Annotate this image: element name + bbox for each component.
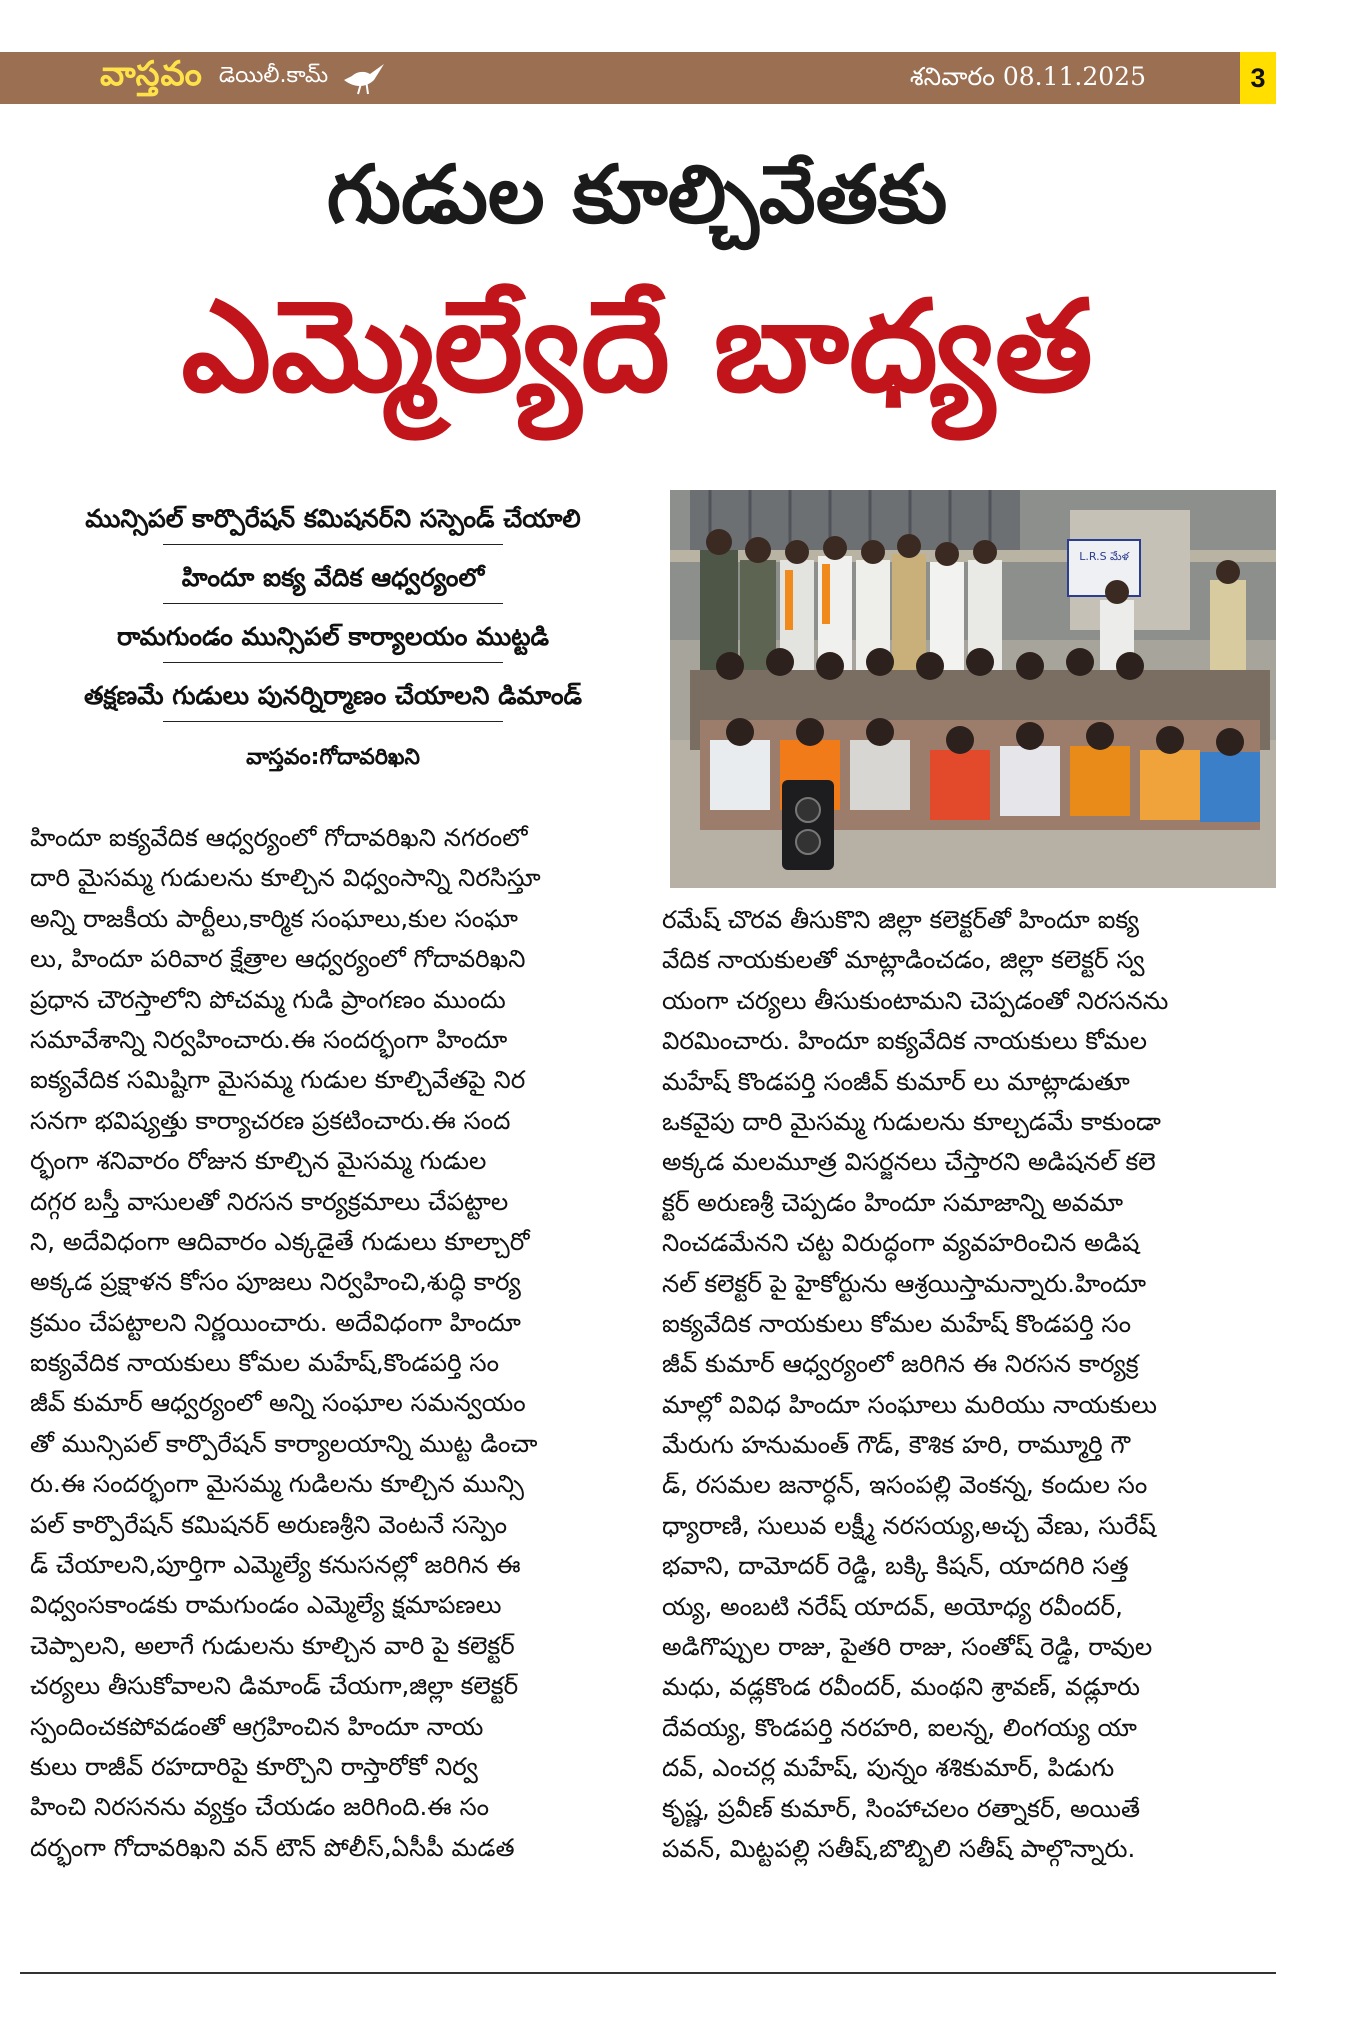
article-line: మహేష్ కొండపర్తి సంజీవ్ కుమార్ లు మాట్లాడుతూ <box>662 1066 1130 1096</box>
article-line: చెప్పాలని, అలాగే గుడులను కూల్చిన వారి పై కలెక్టర్ <box>30 1630 515 1660</box>
headline-line-1: గుడుల కూల్చివేతకు <box>326 148 948 241</box>
article-line: య్య, అంబటి నరేష్ యాదవ్, అయోధ్య రవీందర్, <box>662 1591 1123 1621</box>
article-line: అక్కడ ప్రక్షాళన కోసం పూజలు నిర్వహించి,శుద్ధి కార్య <box>30 1267 521 1297</box>
masthead-strip <box>0 52 1274 104</box>
article-line: ప్రధాన చౌరస్తాలోని పోచమ్మ గుడి ప్రాంగణం ముందు <box>30 984 506 1014</box>
photo-banner-text: L.R.S మేళ <box>1079 550 1129 563</box>
article-line: హించి నిరసనను వ్యక్తం చేయడం జరిగింది.ఈ సం <box>30 1792 490 1822</box>
subhead: రామగుండం మున్సిపల్ కార్యాలయం ముట్టడి <box>116 622 550 651</box>
subhead-divider <box>163 544 503 545</box>
subhead: హిందూ ఐక్య వేదిక ఆధ్వర్యంలో <box>181 563 485 592</box>
article-line: కృష్ణ, ప్రవీణ్ కుమార్, సింహాచలం రత్నాకర్, అయితే <box>662 1793 1141 1823</box>
protest-photo <box>670 490 1276 888</box>
article-line: క్రమం చేపట్టాలని నిర్ణయించారు. అదేవిధంగా హిందూ <box>30 1307 521 1337</box>
article-line: మేరుగు హనుమంత్ గౌడ్, కౌశిక హరి, రామ్మూర్తి గౌ <box>662 1430 1131 1460</box>
subhead: మున్సిపల్ కార్పొరేషన్ కమిషనర్‌ని సస్పెండ్ చేయాలి <box>85 504 581 533</box>
article-line: దారి మైసమ్మ గుడులను కూల్చిన విధ్వంసాన్ని నిరసిస్తూ <box>30 863 541 893</box>
article-line: ని, అదేవిధంగా ఆదివారం ఎక్కడైతే గుడులు కూల్చారో <box>30 1226 530 1256</box>
bird-logo-icon <box>340 58 386 98</box>
article-column-left <box>30 818 650 1868</box>
page-number-badge: 3 <box>1240 52 1276 104</box>
subhead-divider <box>163 721 503 722</box>
article-line: పల్ కార్పొరేషన్ కమిషనర్ అరుణశ్రీని వెంటనే సస్పెం <box>30 1509 508 1539</box>
article-line: మధు, వడ్లకొండ రవీందర్, మంథని శ్రావణ్, వడ్లూరు <box>662 1672 1140 1702</box>
article-line: జీవ్ కుమార్ ఆధ్వర్యంలో జరిగిన ఈ నిరసన కార్యక్ర <box>662 1349 1139 1379</box>
article-line: హిందూ ఐక్యవేదిక ఆధ్వర్యంలో గోదావరిఖని నగరంలో <box>30 823 528 852</box>
article-line: క్టర్ అరుణశ్రీ చెప్పడం హిందూ సమాజాన్ని అవమా <box>662 1187 1123 1217</box>
bottom-divider <box>20 1972 1276 1974</box>
article-line: నించడమేనని చట్ట విరుద్ధంగా వ్యవహరించిన అడిష <box>662 1228 1140 1258</box>
article-line: ఐక్యవేదిక నాయకులు కోమల మహేష్,కొండపర్తి సం <box>30 1348 500 1378</box>
article-line: వేదిక నాయకులతో మాట్లాడించడం, జిల్లా కలెక్టర్ స్వ <box>662 945 1145 975</box>
article-line: పవన్, మిట్టపల్లి సతీష్,బొబ్బిలి సతీష్ పాల్గొన్నారు. <box>662 1833 1136 1863</box>
article-line: ఒకవైపు దారి మైసమ్మ గుడులను కూల్చడమే కాకుండా <box>662 1106 1161 1136</box>
article-line: లు, హిందూ పరివార క్షేత్రాల ఆధ్వర్యంలో గోదావరిఖని <box>30 944 526 974</box>
article-line: దర్భంగా గోదావరిఖని వన్ టౌన్ పోలీస్,ఏసీపీ మడత <box>30 1832 515 1862</box>
article-line: డ్, రసమల జనార్ధన్, ఇసంపల్లి వెంకన్న, కందుల సం <box>662 1470 1148 1500</box>
article-line: మాల్లో వివిధ హిందూ సంఘాలు మరియు నాయకులు <box>662 1389 1157 1419</box>
article-line: దగ్గర బస్తీ వాసులతో నిరసన కార్యక్రమాలు చేపట్టాల <box>30 1186 509 1216</box>
article-line: డ్ చేయాలని,పూర్తిగా ఎమ్మెల్యే కనుసనల్లో జరిగిన ఈ <box>30 1550 521 1580</box>
subhead-divider <box>163 662 503 663</box>
article-line: దేవయ్య, కొండపర్తి నరహరి, ఐలన్న, లింగయ్య యా <box>662 1712 1137 1742</box>
article-line: జీవ్ కుమార్ ఆధ్వర్యంలో అన్ని సంఘాల సమన్వయం <box>30 1388 526 1418</box>
article-line: తో మున్సిపల్ కార్పొరేషన్ కార్యాలయాన్ని ముట్ట డించా <box>30 1428 538 1458</box>
article-line: విరమించారు. హిందూ ఐక్యవేదిక నాయకులు కోమల <box>662 1026 1147 1056</box>
article-line: ఐక్యవేదిక సమిష్టిగా మైసమ్మ గుడుల కూల్చివేతపై నిర <box>30 1065 526 1095</box>
article-line: కులు రాజీవ్ రహదారిపై కూర్చొని రాస్తారోకో నిర్వ <box>30 1751 478 1781</box>
article-line: అడిగొప్పుల రాజు, పైతరి రాజు, సంతోష్ రెడ్డి, రావుల <box>662 1632 1153 1662</box>
article-line: దవ్, ఎంచర్ల మహేష్, పున్నం శశికుమార్, పిడుగు <box>662 1753 1115 1783</box>
issue-date: శనివారం 08.11.2025 <box>909 62 1146 91</box>
brand-subtitle: డెయిలీ.కామ్ <box>218 63 329 88</box>
article-line: ఐక్యవేదిక నాయకులు కోమల మహేష్ కొండపర్తి సం <box>662 1308 1132 1338</box>
headline-line-2: ఎమ్మెల్యేదే బాధ్యత <box>181 273 1093 420</box>
article-line: యంగా చర్యలు తీసుకుంటామని చెప్పడంతో నిరసనను <box>662 985 1169 1015</box>
article-line: అన్ని రాజకీయ పార్టీలు,కార్మిక సంఘాలు,కుల సంఘా <box>30 903 518 933</box>
article-line: అక్కడ మలమూత్ర విసర్జనలు చేస్తారని అడిషనల్ కలె <box>662 1147 1156 1177</box>
subhead-divider <box>163 603 503 604</box>
subhead: తక్షణమే గుడులు పునర్నిర్మాణం చేయాలని డిమాండ్ <box>83 681 583 710</box>
article-line: ర్భంగా శనివారం రోజున కూల్చిన మైసమ్మ గుడుల <box>30 1146 487 1176</box>
article-line: చర్యలు తీసుకోవాలని డిమాండ్ చేయగా,జిల్లా కలెక్టర్ <box>30 1671 519 1701</box>
brand-name: వాస్తవం <box>100 54 203 94</box>
article-line: ధ్యారాణి, సులువ లక్ష్మీ నరసయ్య,అచ్చ వేణు, సురేష్ <box>662 1510 1156 1540</box>
dateline: వాస్తవం:గోదావరిఖని <box>246 745 420 770</box>
subheads-block <box>28 498 638 734</box>
article-line: భవాని, దామోదర్ రెడ్డి, బక్కి కిషన్, యాదగిరి సత్త <box>662 1551 1129 1581</box>
article-line: సనగా భవిష్యత్తు కార్యాచరణ ప్రకటించారు.ఈ సంద <box>30 1105 511 1135</box>
article-column-right <box>662 900 1276 1869</box>
article-line: రమేష్ చొరవ తీసుకొని జిల్లా కలెక్టర్‌తో హిందూ ఐక్య <box>662 905 1139 934</box>
article-line: నల్ కలెక్టర్ పై హైకోర్టును ఆశ్రయిస్తామన్నారు.హిందూ <box>662 1268 1147 1298</box>
article-line: రు.ఈ సందర్భంగా మైసమ్మ గుడిలను కూల్చిన మున్సి <box>30 1469 524 1499</box>
article-line: విధ్వంసకాండకు రామగుండం ఎమ్మెల్యే క్షమాపణలు <box>30 1590 502 1620</box>
article-line: సమావేశాన్ని నిర్వహించారు.ఈ సందర్భంగా హిందూ <box>30 1024 508 1054</box>
article-line: స్పందించకపోవడంతో ఆగ్రహించిన హిందూ నాయ <box>30 1711 484 1741</box>
